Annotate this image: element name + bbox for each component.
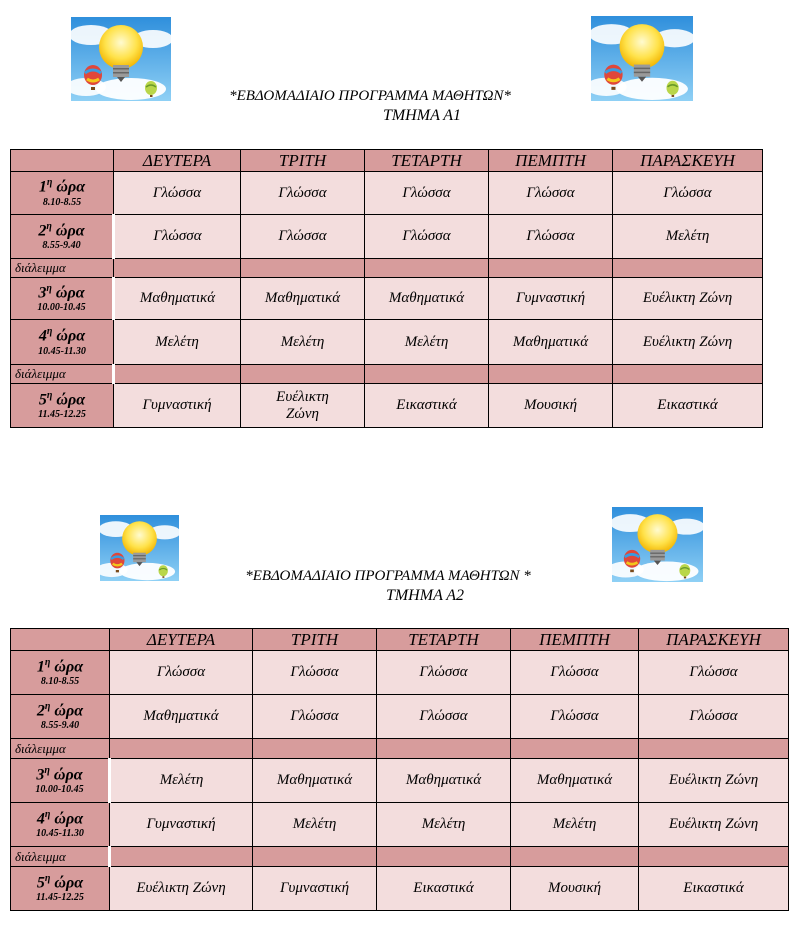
subject-cell: Γλώσσα: [241, 215, 365, 259]
subject-cell: Ευέλικτη Ζώνη: [613, 320, 763, 365]
subject-cell: Μελέτη: [377, 803, 511, 847]
subject-cell: Γυμναστική: [114, 384, 241, 428]
subject-cell: Μουσική: [489, 384, 613, 428]
period-row: [11, 215, 763, 259]
day-header: ΤΕΤΑΡΤΗ: [377, 629, 511, 651]
subject-cell: Ευέλικτη Ζώνη: [639, 803, 789, 847]
subject-cell: Μελέτη: [253, 803, 377, 847]
day-header: ΤΕΤΑΡΤΗ: [365, 150, 489, 172]
subject-cell: Γυμναστική: [253, 867, 377, 911]
break-label: διάλειμμα: [11, 739, 110, 759]
subject-cell: Γυμναστική: [110, 803, 253, 847]
break-row: [11, 847, 789, 867]
break-cell: [365, 365, 489, 384]
subject-cell: Μελέτη: [241, 320, 365, 365]
break-cell: [253, 847, 377, 867]
lightbulb-balloons-icon: [71, 17, 171, 101]
subject-cell: Μελέτη: [110, 759, 253, 803]
subject-cell: Γλώσσα: [511, 651, 639, 695]
subject-cell: Γλώσσα: [377, 695, 511, 739]
subject-cell: Γυμναστική: [489, 278, 613, 320]
day-header: ΠΕΜΠΤΗ: [511, 629, 639, 651]
subject-cell: Μελέτη: [511, 803, 639, 847]
subject-cell: Γλώσσα: [639, 695, 789, 739]
period-label: $1^\eta$ ώρα 8.10-8.55: [11, 172, 114, 215]
break-cell: [253, 739, 377, 759]
day-header: ΠΑΡΑΣΚΕΥΗ: [639, 629, 789, 651]
break-cell: [377, 739, 511, 759]
break-cell: [114, 259, 241, 278]
subject-cell: Γλώσσα: [639, 651, 789, 695]
subject-cell: Γλώσσα: [511, 695, 639, 739]
schedule-table: [10, 149, 763, 428]
day-header-row: [11, 150, 763, 172]
subject-cell: Γλώσσα: [241, 172, 365, 215]
lightbulb-balloons-icon: [100, 515, 179, 581]
break-cell: [489, 259, 613, 278]
subject-cell: Εικαστικά: [639, 867, 789, 911]
subject-cell: Μουσική: [511, 867, 639, 911]
subject-cell: Μαθηματικά: [489, 320, 613, 365]
period-row: [11, 320, 763, 365]
subject-cell: Εικαστικά: [613, 384, 763, 428]
period-label: $2^\eta$ ώρα 8.55-9.40: [11, 215, 114, 259]
period-row: [11, 759, 789, 803]
period-label: $3^\eta$ ώρα 10.00-10.45: [11, 278, 114, 320]
period-row: [11, 384, 763, 428]
break-cell: [613, 365, 763, 384]
schedule-table: [10, 628, 789, 911]
subject-cell: Γλώσσα: [365, 215, 489, 259]
break-cell: [365, 259, 489, 278]
subject-cell: Ευέλικτη Ζώνη: [241, 384, 365, 428]
period-row: [11, 172, 763, 215]
subject-cell: Μαθηματικά: [110, 695, 253, 739]
day-header: ΤΡΙΤΗ: [241, 150, 365, 172]
break-cell: [110, 847, 253, 867]
break-cell: [639, 739, 789, 759]
period-row: [11, 651, 789, 695]
subject-cell: Γλώσσα: [253, 695, 377, 739]
break-cell: [377, 847, 511, 867]
day-header: ΤΡΙΤΗ: [253, 629, 377, 651]
period-label: $5^\eta$ ώρα 11.45-12.25: [11, 384, 114, 428]
subject-cell: Μαθηματικά: [511, 759, 639, 803]
break-label: διάλειμμα: [11, 847, 110, 867]
period-label: $4^\eta$ ώρα 10.45-11.30: [11, 320, 114, 365]
subject-cell: Μαθηματικά: [114, 278, 241, 320]
day-header: ΔΕΥΤΕΡΑ: [110, 629, 253, 651]
subject-cell: Γλώσσα: [365, 172, 489, 215]
subject-cell: Γλώσσα: [489, 172, 613, 215]
break-cell: [241, 365, 365, 384]
subject-cell: Ευέλικτη Ζώνη: [110, 867, 253, 911]
subject-cell: Μελέτη: [613, 215, 763, 259]
subject-cell: Γλώσσα: [114, 215, 241, 259]
day-header: ΔΕΥΤΕΡΑ: [114, 150, 241, 172]
section-title: ΤΜΗΜΑ Α2: [385, 587, 465, 604]
subject-cell: Μελέτη: [365, 320, 489, 365]
subject-cell: Ευέλικτη Ζώνη: [613, 278, 763, 320]
period-label: $4^\eta$ ώρα 10.45-11.30: [11, 803, 110, 847]
day-header: ΠΕΜΠΤΗ: [489, 150, 613, 172]
break-cell: [110, 739, 253, 759]
subject-cell: Εικαστικά: [377, 867, 511, 911]
subject-cell: Εικαστικά: [365, 384, 489, 428]
lightbulb-balloons-icon: [612, 507, 703, 582]
subject-cell: Μαθηματικά: [377, 759, 511, 803]
break-row: [11, 365, 763, 384]
subject-cell: Γλώσσα: [613, 172, 763, 215]
break-cell: [511, 847, 639, 867]
schedule-title: *ΕΒΔΟΜΑΔΙΑΙΟ ΠΡΟΓΡΑΜΜΑ ΜΑΘΗΤΩΝ *: [245, 568, 531, 584]
subject-cell: Μελέτη: [114, 320, 241, 365]
period-label: $1^\eta$ ώρα 8.10-8.55: [11, 651, 110, 695]
lightbulb-balloons-icon: [591, 16, 693, 101]
period-row: [11, 803, 789, 847]
section-title: ΤΜΗΜΑ Α1: [382, 107, 462, 124]
day-header-row: [11, 629, 789, 651]
break-cell: [489, 365, 613, 384]
subject-cell: Γλώσσα: [377, 651, 511, 695]
subject-cell: Μαθηματικά: [365, 278, 489, 320]
break-row: [11, 259, 763, 278]
break-cell: [639, 847, 789, 867]
break-label: διάλειμμα: [11, 259, 114, 278]
break-cell: [511, 739, 639, 759]
subject-cell: Μαθηματικά: [253, 759, 377, 803]
break-cell: [613, 259, 763, 278]
break-cell: [114, 365, 241, 384]
period-label: $5^\eta$ ώρα 11.45-12.25: [11, 867, 110, 911]
subject-cell: Γλώσσα: [489, 215, 613, 259]
subject-cell: Γλώσσα: [110, 651, 253, 695]
break-row: [11, 739, 789, 759]
subject-cell: Γλώσσα: [114, 172, 241, 215]
break-cell: [241, 259, 365, 278]
schedule-title: *ΕΒΔΟΜΑΔΙΑΙΟ ΠΡΟΓΡΑΜΜΑ ΜΑΘΗΤΩΝ*: [229, 88, 511, 104]
subject-cell: Ευέλικτη Ζώνη: [639, 759, 789, 803]
period-label: $3^\eta$ ώρα 10.00-10.45: [11, 759, 110, 803]
period-label: $2^\eta$ ώρα 8.55-9.40: [11, 695, 110, 739]
day-header: ΠΑΡΑΣΚΕΥΗ: [613, 150, 763, 172]
corner-cell: [11, 629, 110, 651]
period-row: [11, 278, 763, 320]
period-row: [11, 867, 789, 911]
corner-cell: [11, 150, 114, 172]
subject-cell: Μαθηματικά: [241, 278, 365, 320]
break-label: διάλειμμα: [11, 365, 114, 384]
period-row: [11, 695, 789, 739]
subject-cell: Γλώσσα: [253, 651, 377, 695]
